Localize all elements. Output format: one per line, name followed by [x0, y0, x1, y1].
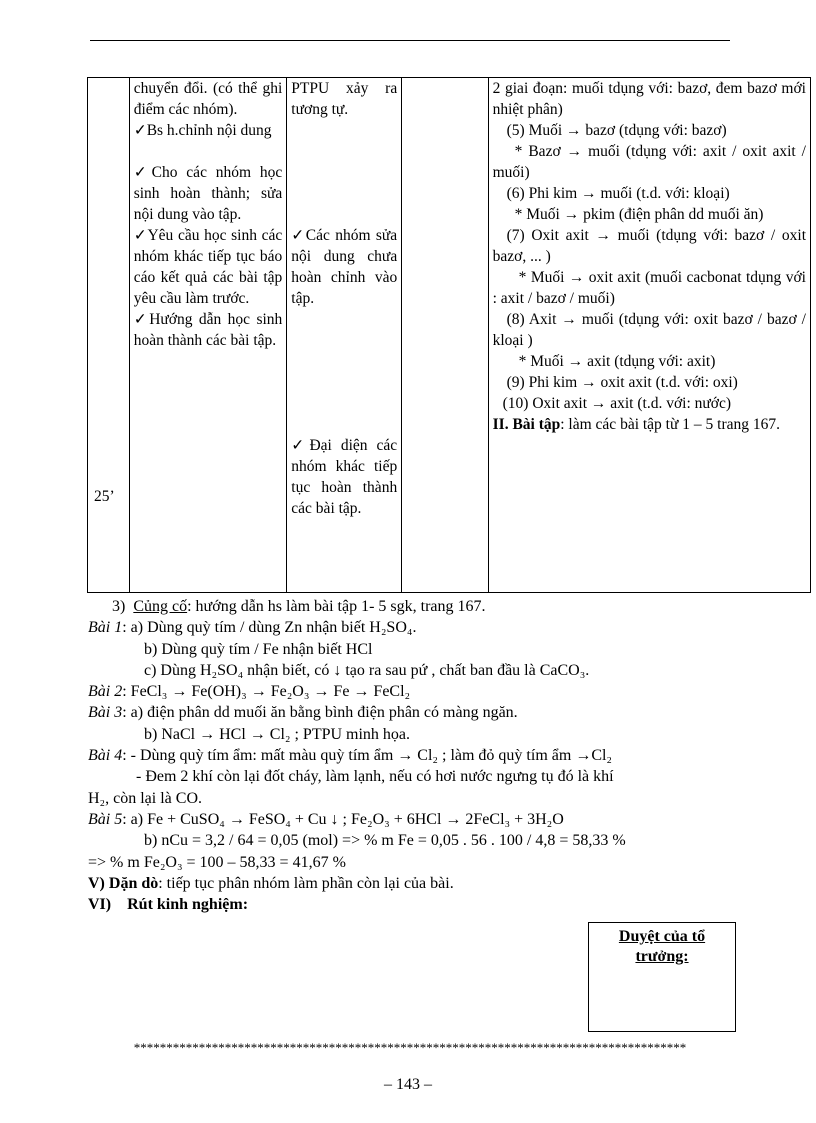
bai1-line: b) Dùng quỳ tím / Fe nhận biết HCl	[144, 640, 373, 658]
content-line: (10) Oxit axit → axit (t.d. với: nước)	[502, 395, 732, 412]
bai4-line: H₂, còn lại là CO.	[88, 789, 202, 807]
approval-title-2: trưởng:	[635, 948, 689, 965]
teacher-item: chuyển đổi. (có thể ghi điểm các nhóm).	[133, 80, 283, 118]
bai5-line: Bài 5: a) Fe + CuSO₄ → FeSO₄ + Cu ↓ ; Fe₂O₃ + 6HCl → 2FeCl₃ + 3H₂O	[88, 810, 564, 828]
student-item: PTPU xảy ra tương tự.	[291, 80, 398, 118]
student-item: ✓ Đại diện các nhóm khác tiếp tục hoàn thành các bài tập.	[291, 435, 397, 519]
teacher-item: ✓ Cho các nhóm học sinh hoàn thành; sửa nội dung vào tập.	[134, 162, 283, 225]
dando-line: V) Dặn dò: tiếp tục phân nhóm làm phần còn lại của bài.	[88, 874, 454, 892]
approval-title: Duyệt của tổ	[618, 928, 706, 945]
cungco-line: 3) Củng cố: hướng dẫn hs làm bài tập 1- 5 sgk, trang 167.	[112, 598, 486, 615]
approval-box	[588, 922, 736, 1032]
time-label: 25’	[94, 488, 115, 505]
bai2-line: Bài 2: FeCl₃ → Fe(OH)₃ → Fe₂O₃ → Fe → FeCl₂	[88, 683, 411, 701]
teacher-item: ✓ Bs h.chỉnh nội dung	[134, 120, 283, 141]
lesson-body	[88, 596, 740, 915]
rut-kinh-nghiem: VI) Rút kinh nghiệm:	[88, 896, 249, 914]
content-line: * Bazơ → muối (tdụng với: axit / oxit axit / muối)	[492, 143, 806, 181]
student-activity-cell	[287, 78, 402, 593]
bai4-line: - Đem 2 khí còn lại đốt cháy, làm lạnh, nếu có hơi nước ngưng tụ đó là khí	[136, 768, 614, 786]
content-line: 2 giai đoạn: muối tdụng với: bazơ, đem bazơ mới nhiệt phân)	[492, 80, 806, 118]
teacher-activity-cell	[129, 78, 287, 593]
student-item: ✓ Các nhóm sửa nội dung chưa hoàn chỉnh vào tập.	[291, 225, 397, 309]
empty-cell	[402, 78, 488, 593]
bai3-line: b) NaCl → HCl → Cl₂ ; PTPU minh họa.	[144, 725, 411, 743]
page-number: – 143 –	[384, 1076, 432, 1093]
content-line: (9) Phi kim → oxit axit (t.d. với: oxi)	[506, 374, 738, 391]
star-divider: *************************************************************************************	[133, 1040, 687, 1055]
teacher-item: ✓ Yêu cầu học sinh các nhóm khác tiếp tục báo cáo kết quả các bài tập yêu cầu làm trước.	[134, 225, 283, 309]
content-line: (5) Muối → bazơ (tdụng với: bazơ)	[506, 122, 727, 139]
bai5-line: => % m Fe₂O₃ = 100 – 58,33 = 41,67 %	[88, 853, 346, 871]
content-cell	[488, 78, 810, 593]
bai4-line: Bài 4: - Dùng quỳ tím ẩm: mất màu quỳ tím ẩm → Cl₂ ; làm đỏ quỳ tím ẩm →Cl₂	[88, 747, 613, 765]
bai1-line: Bài 1: a) Dùng quỳ tím / dùng Zn nhận biết H₂SO₄.	[88, 619, 417, 637]
header-rule	[90, 40, 730, 41]
bai3-line: Bài 3: a) điện phân dd muối ăn bằng bình điện phân có màng ngăn.	[88, 704, 518, 722]
teacher-item: ✓ Hướng dẫn học sinh hoàn thành các bài tập.	[134, 309, 283, 351]
content-line: (8) Axit → muối (tdụng với: oxit bazơ / bazơ / kloại )	[492, 311, 806, 349]
lesson-table	[87, 77, 811, 593]
bai5-line: b) nCu = 3,2 / 64 = 0,05 (mol) => % m Fe = 0,05 . 56 . 100 / 4,8 = 58,33 %	[144, 832, 626, 850]
content-line: (7) Oxit axit → muối (tdụng với: bazơ / oxit bazơ, ... )	[492, 227, 806, 265]
content-line: II. Bài tập: làm các bài tập từ 1 – 5 trang 167.	[492, 416, 780, 433]
content-line: (6) Phi kim → muối (t.d. với: kloại)	[506, 185, 730, 202]
bai1-line: c) Dùng H₂SO₄ nhận biết, có ↓ tạo ra sau pứ , chất ban đầu là CaCO₃.	[144, 661, 590, 679]
content-line: * Muối → pkim (điện phân dd muối ăn)	[514, 206, 764, 223]
time-cell	[88, 78, 130, 593]
table-row	[88, 78, 811, 593]
content-line: * Muối → oxit axit (muối cacbonat tdụng với : axit / bazơ / muối)	[492, 269, 806, 307]
content-line: * Muối → axit (tdụng với: axit)	[518, 353, 716, 370]
